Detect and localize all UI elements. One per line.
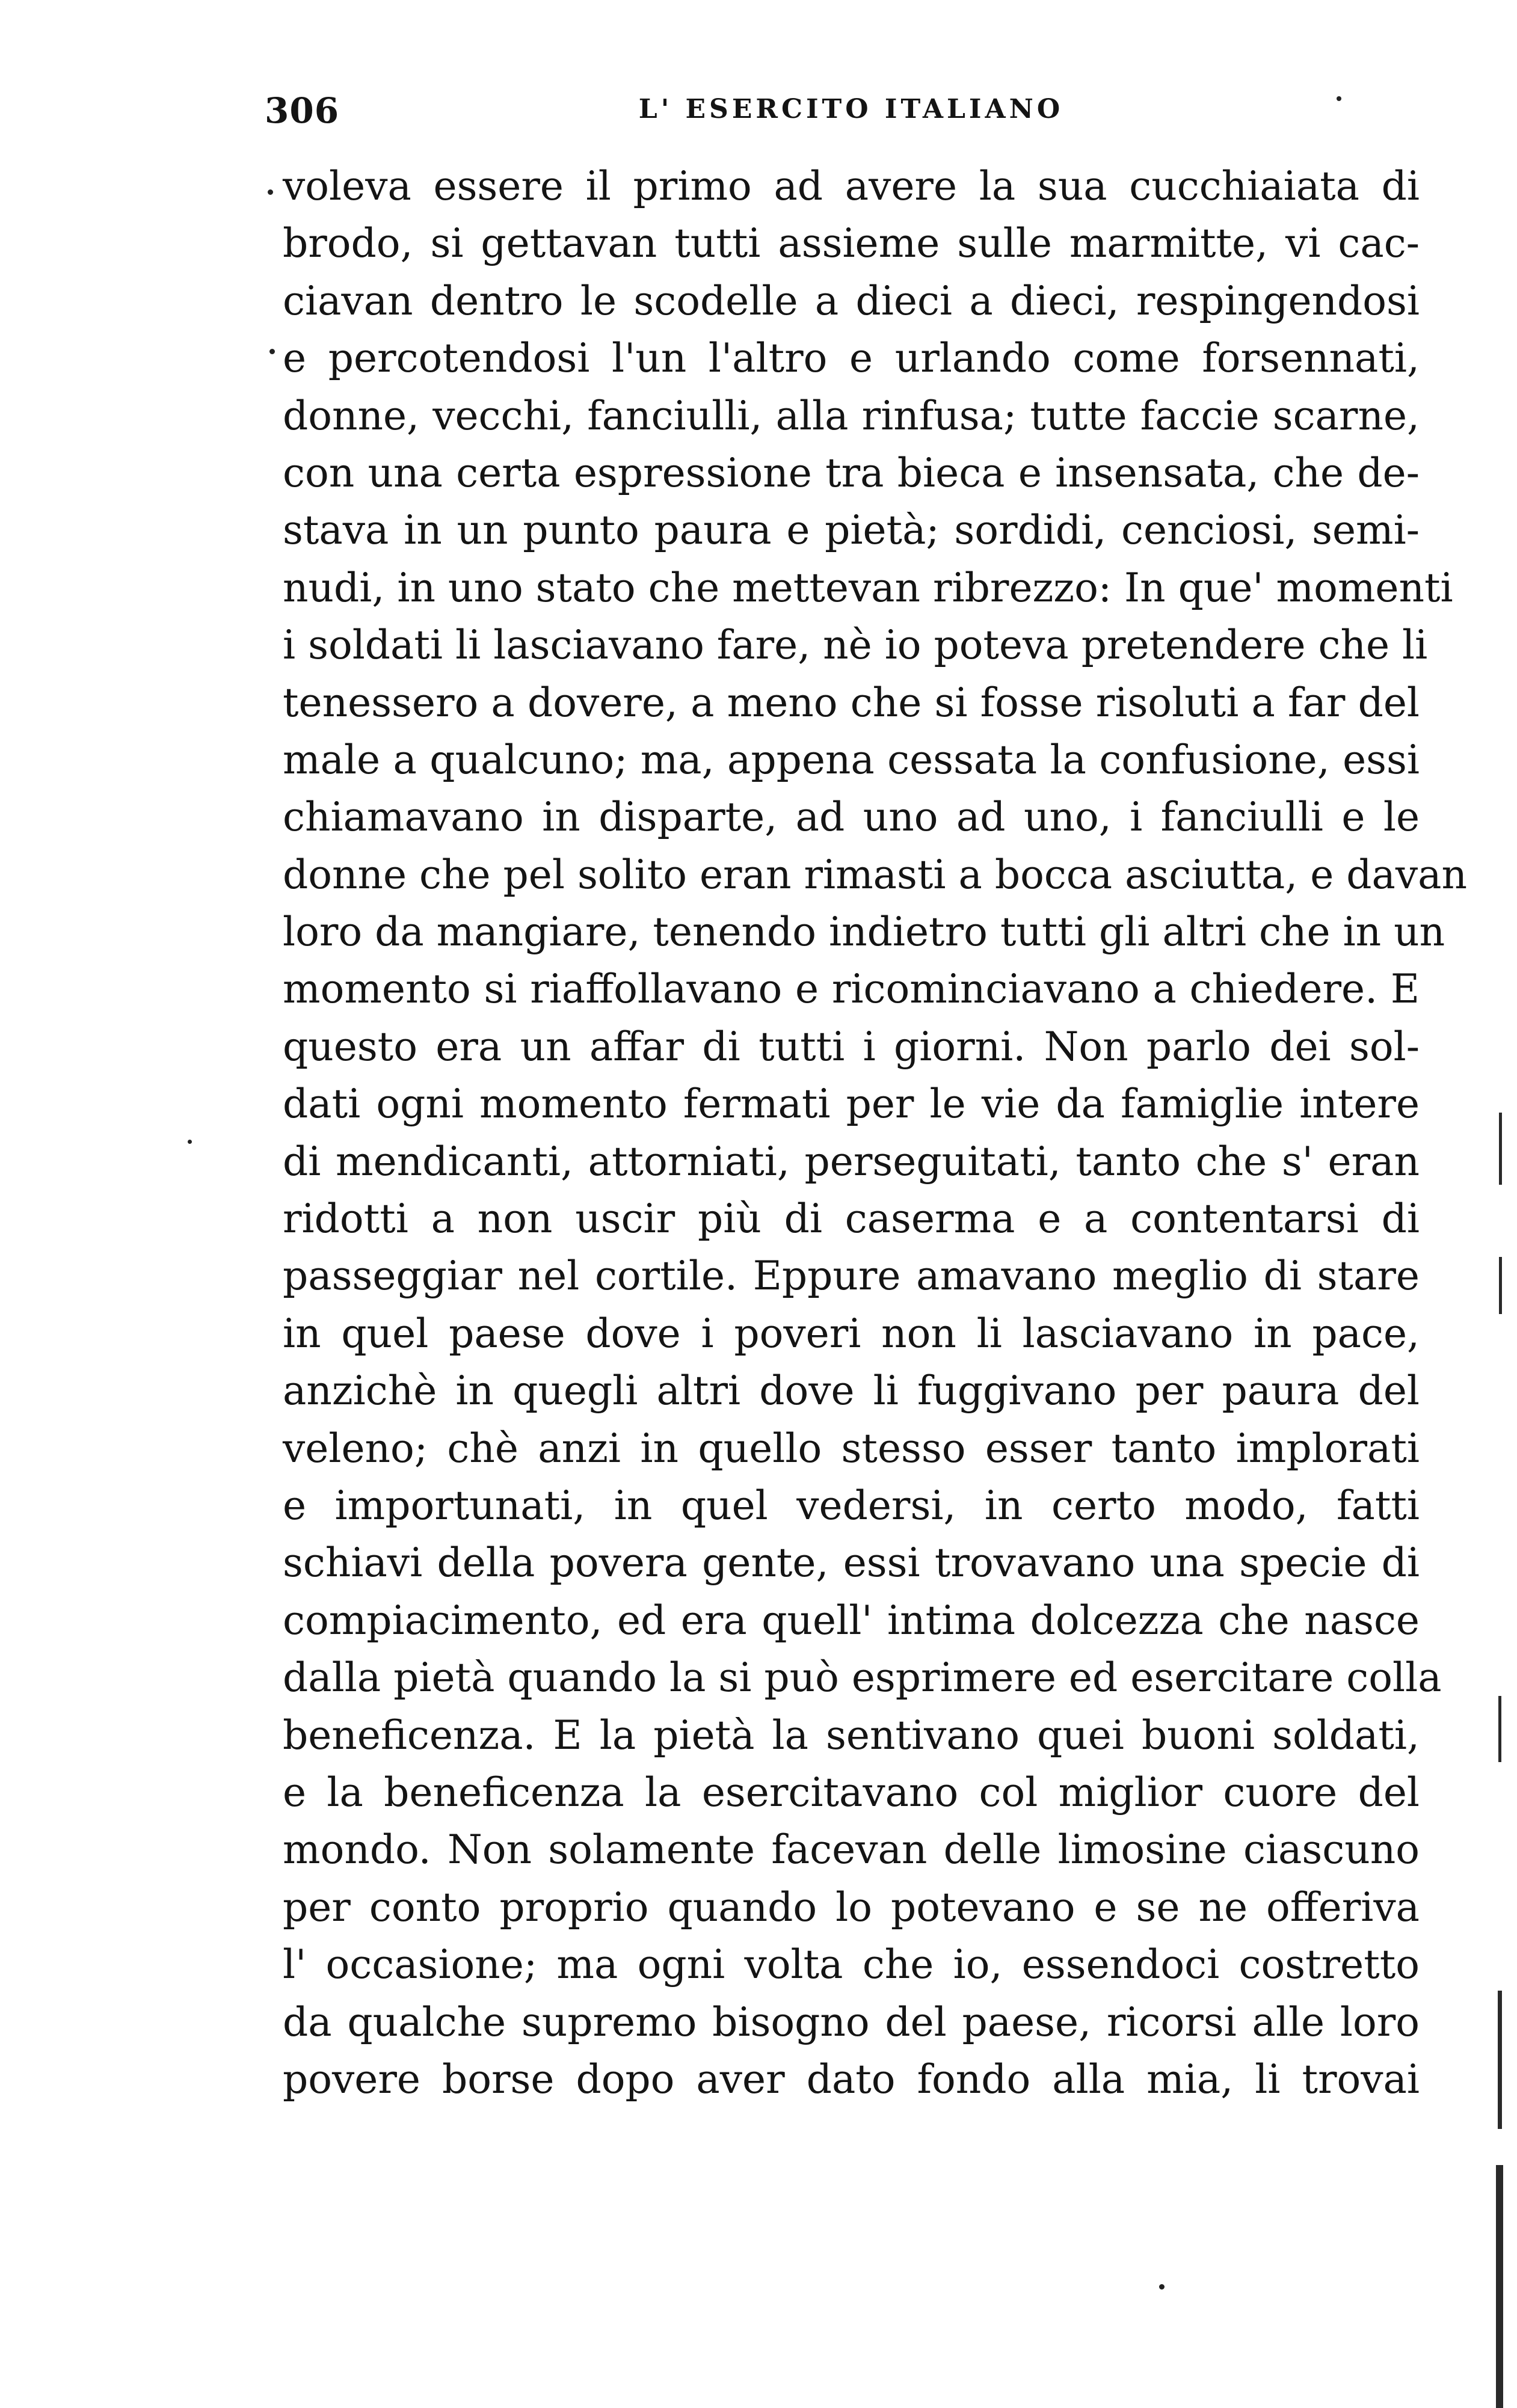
text-line: dati ogni momento fermati per le vie da famiglie intere — [283, 1081, 1420, 1128]
text-line: brodo, si gettavan tutti assieme sulle marmitte, vi cac- — [283, 220, 1420, 267]
text-line: di mendicanti, attorniati, perseguitati, tanto che s' eran — [283, 1138, 1420, 1185]
text-line: chiamavano in disparte, ad uno ad uno, i fanciulli e le — [283, 794, 1420, 841]
text-line: l' occasione; ma ogni volta che io, essendoci costretto — [283, 1941, 1420, 1988]
text-line: per conto proprio quando lo potevano e se ne offeriva — [283, 1884, 1420, 1930]
text-line: veleno; chè anzi in quello stesso esser tanto implorati — [283, 1425, 1420, 1472]
text-line: passeggiar nel cortile. Eppure amavano meglio di stare — [283, 1253, 1420, 1300]
text-line: e importunati, in quel vedersi, in certo modo, fatti — [283, 1482, 1420, 1529]
text-line: in quel paese dove i poveri non li lasciavano in pace, — [283, 1310, 1420, 1357]
running-title: L' ESERCITO ITALIANO — [638, 94, 1064, 124]
text-line: momento si riaffollavano e ricominciavano a chiedere. E — [283, 966, 1420, 1013]
text-line: e percotendosi l'un l'altro e urlando come forsennati, — [283, 335, 1420, 382]
scan-speck — [269, 349, 275, 354]
text-line: mondo. Non solamente facevan delle limosine ciascuno — [283, 1826, 1420, 1873]
page-number: 306 — [265, 90, 340, 131]
text-line: nudi, in uno stato che mettevan ribrezzo: In que' momenti — [283, 564, 1453, 611]
text-line: ridotti a non uscir più di caserma e a contentarsi di — [283, 1196, 1420, 1242]
text-line: dalla pietà quando la si può esprimere ed esercitare colla — [283, 1654, 1442, 1701]
page-edge-mark — [1496, 2165, 1503, 2408]
text-line: ciavan dentro le scodelle a dieci a dieci, respingendosi — [283, 277, 1420, 324]
body-text — [283, 158, 1468, 2108]
text-line: voleva essere il primo ad avere la sua cucchiaiata di — [283, 163, 1420, 209]
text-line: anzichè in quegli altri dove li fuggivano per paura del — [283, 1368, 1420, 1414]
text-line: tenessero a dovere, a meno che si fosse risoluti a far del — [283, 679, 1420, 726]
running-head — [265, 90, 1438, 138]
scan-speck — [188, 1140, 192, 1144]
text-line: loro da mangiare, tenendo indietro tutti gli altri che in un — [283, 909, 1445, 956]
page-edge-mark — [1498, 1696, 1501, 1762]
text-line: e la beneficenza la esercitavano col miglior cuore del — [283, 1769, 1420, 1816]
text-line: povere borse dopo aver dato fondo alla mia, li trovai — [283, 2056, 1420, 2102]
text-line: con una certa espressione tra bieca e insensata, che de- — [283, 449, 1420, 496]
scan-speck — [1337, 96, 1341, 101]
text-line: donne che pel solito eran rimasti a bocca asciutta, e davan — [283, 851, 1468, 898]
text-line: questo era un affar di tutti i giorni. Non parlo dei sol- — [283, 1023, 1420, 1070]
page-edge-mark — [1499, 1257, 1502, 1314]
text-line: compiacimento, ed era quell' intima dolcezza che nasce — [283, 1597, 1420, 1644]
scan-speck — [268, 189, 273, 195]
text-line: donne, vecchi, fanciulli, alla rinfusa; tutte faccie scarne, — [283, 392, 1420, 439]
scan-speck — [1159, 2284, 1165, 2290]
text-line: i soldati li lasciavano fare, nè io poteva pretendere che li — [283, 622, 1428, 669]
text-line: stava in un punto paura e pietà; sordidi, cenciosi, semi- — [283, 507, 1420, 554]
page-edge-mark — [1498, 1991, 1502, 2129]
text-line: beneficenza. E la pietà la sentivano quei buoni soldati, — [283, 1712, 1420, 1758]
text-line: schiavi della povera gente, essi trovavano una specie di — [283, 1540, 1420, 1586]
text-line: da qualche supremo bisogno del paese, ricorsi alle loro — [283, 1998, 1420, 2045]
text-line: male a qualcuno; ma, appena cessata la confusione, essi — [283, 736, 1420, 783]
page-edge-mark — [1499, 1113, 1502, 1185]
